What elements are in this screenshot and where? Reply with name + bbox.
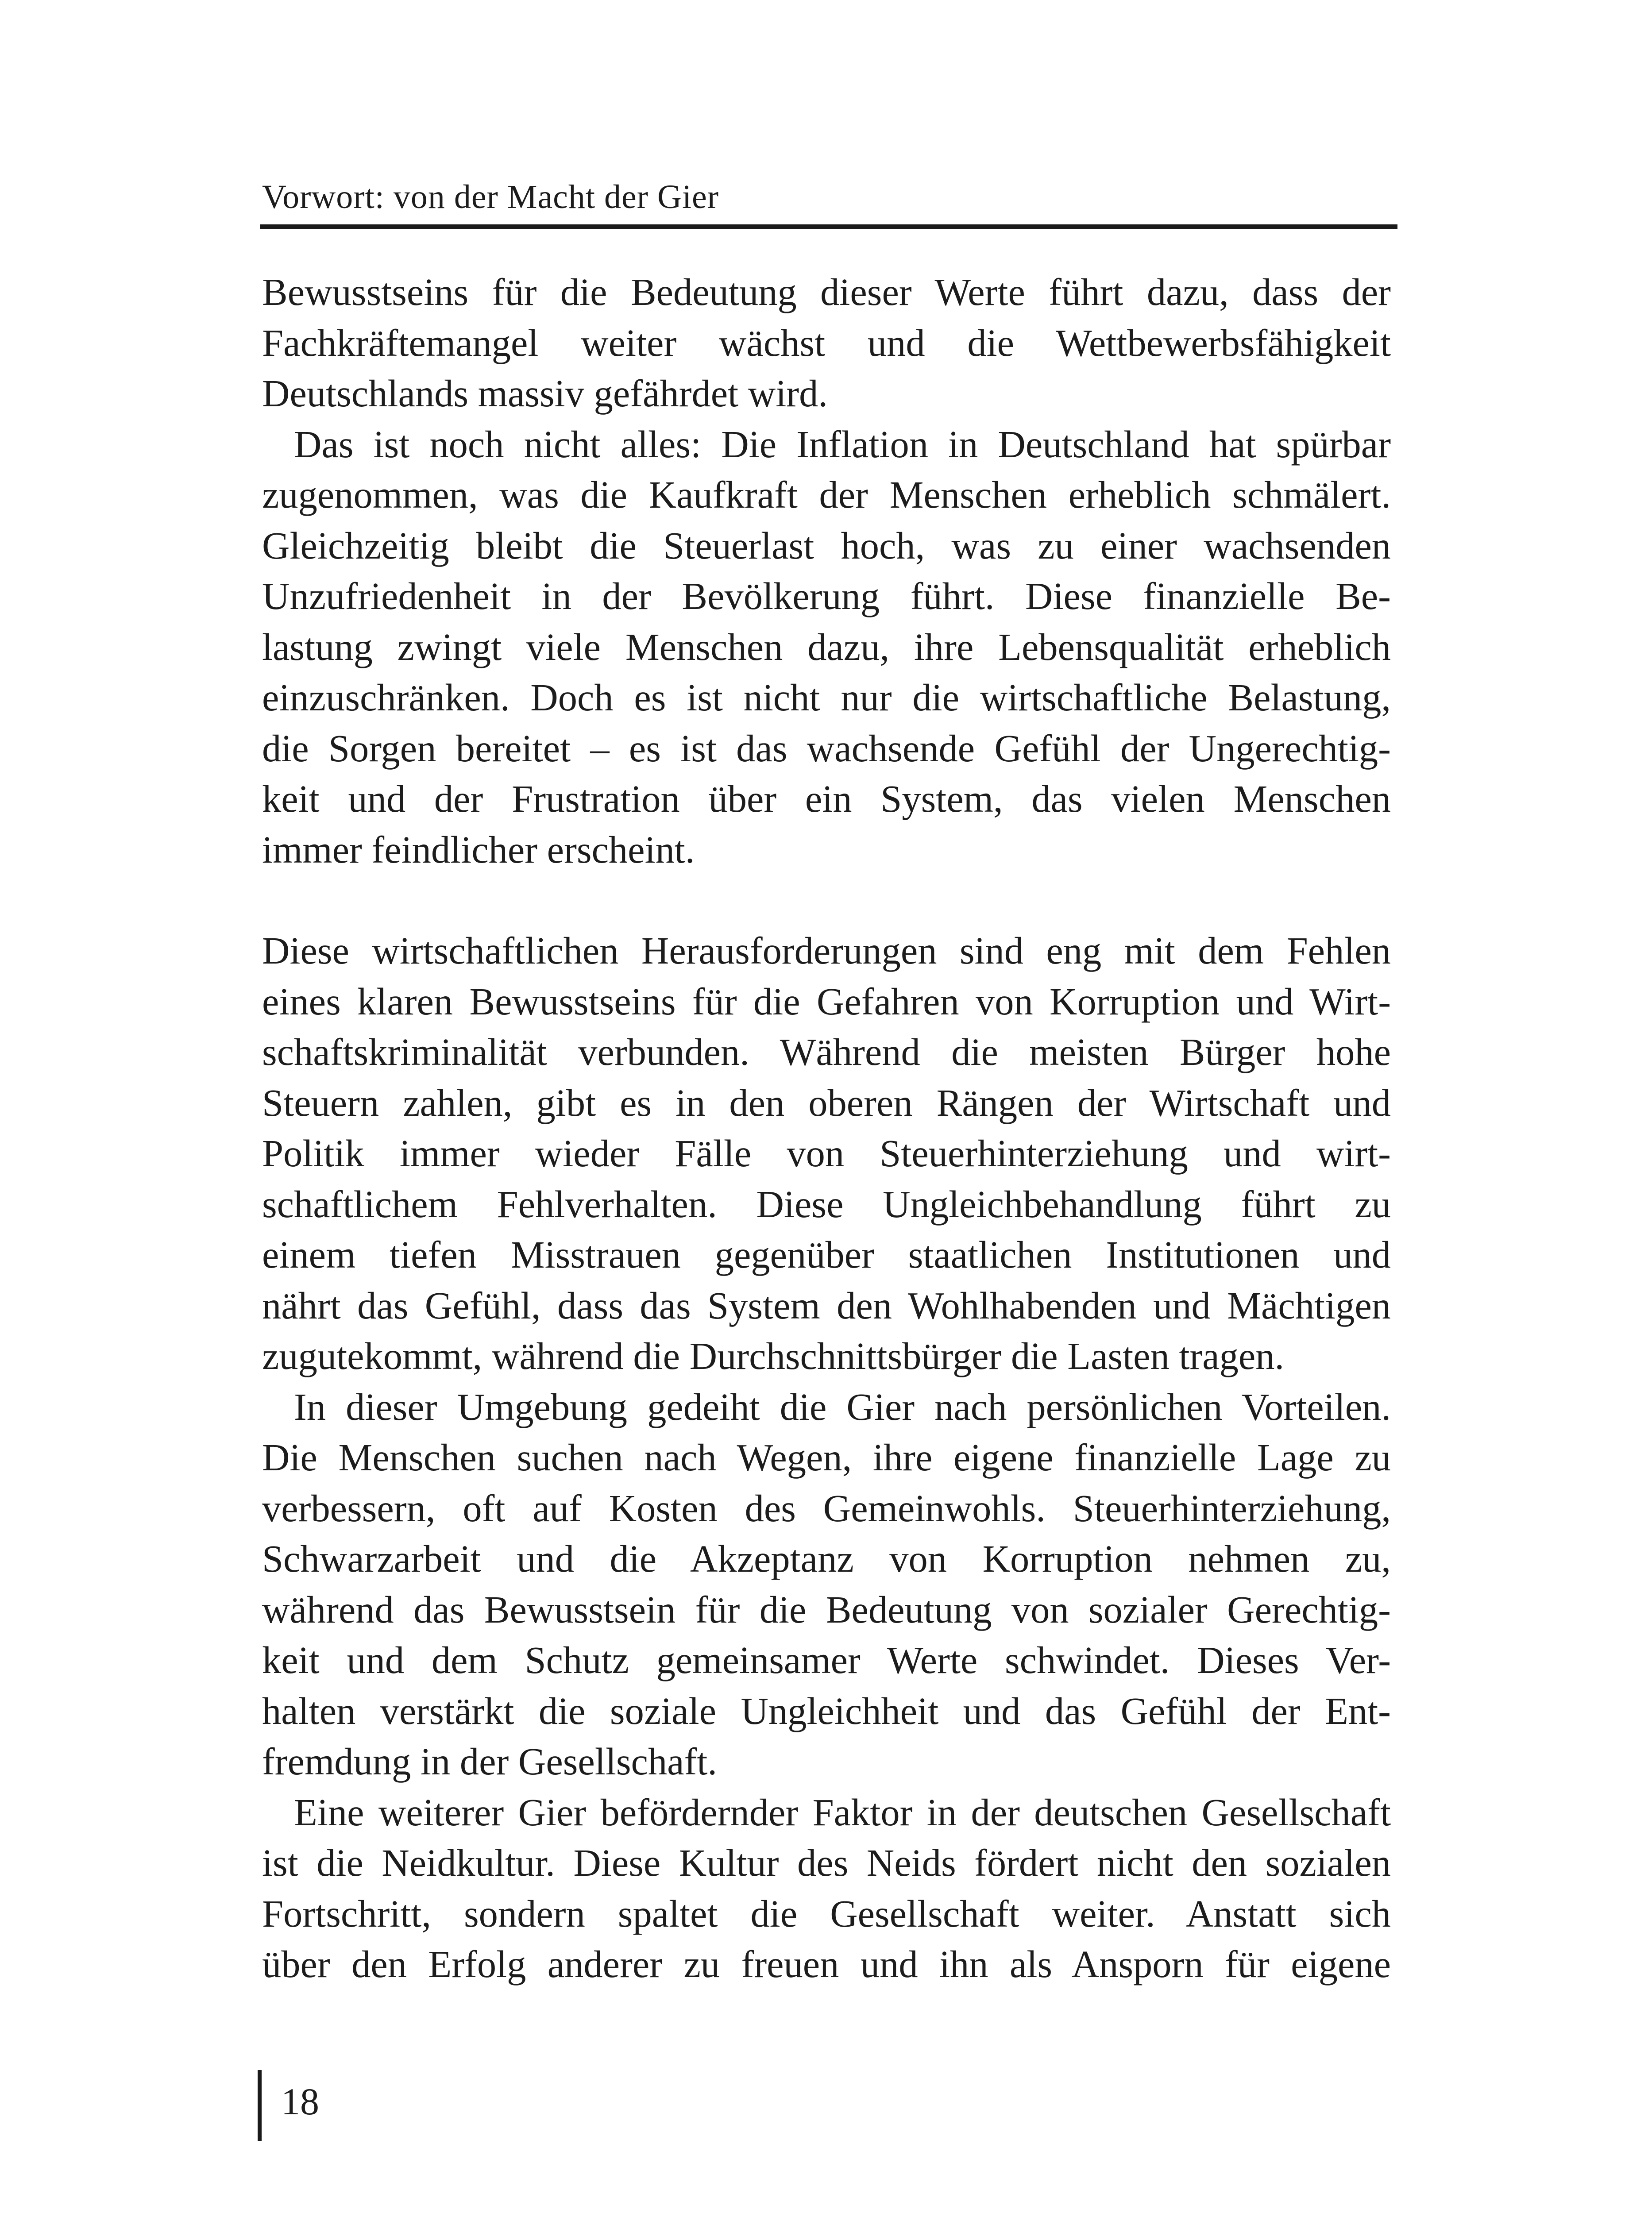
text-line: zugenommen, was die Kaufkraft der Menschen erheblich schmälert. — [262, 474, 1391, 516]
text-line: fremdung in der Gesellschaft. — [262, 1740, 718, 1783]
text-line: keit und der Frustration über ein System, das vielen Menschen — [262, 778, 1391, 820]
text-line: In dieser Umgebung gedeiht die Gier nach persönlichen Vorteilen. — [294, 1385, 1391, 1428]
text-line: Schwarzarbeit und die Akzeptanz von Korruption nehmen zu, — [262, 1538, 1391, 1580]
paragraph-4 — [262, 1382, 1391, 1787]
text-line: Die Menschen suchen nach Wegen, ihre eigene finanzielle Lage zu — [262, 1436, 1391, 1479]
text-line: während das Bewusstsein für die Bedeutung von sozialer Gerechtig- — [262, 1588, 1391, 1631]
text-line: über den Erfolg anderer zu freuen und ihn als Ansporn für eigene — [262, 1943, 1391, 1986]
text-line: ist die Neidkultur. Diese Kultur des Neids fördert nicht den sozialen — [262, 1842, 1391, 1884]
text-line: Steuern zahlen, gibt es in den oberen Rängen der Wirtschaft und — [262, 1081, 1391, 1124]
text-line: Unzufriedenheit in der Bevölkerung führt. Diese finanzielle Be- — [262, 575, 1391, 617]
text-line: Bewusstseins für die Bedeutung dieser Werte führt dazu, dass der — [262, 271, 1391, 313]
text-line: halten verstärkt die soziale Ungleichheit und das Gefühl der Ent- — [262, 1689, 1391, 1732]
text-line: einzuschränken. Doch es ist nicht nur die wirtschaftliche Belastung, — [262, 676, 1391, 719]
text-line: schaftlichem Fehlverhalten. Diese Ungleichbehandlung führt zu — [262, 1183, 1391, 1226]
text-line: eines klaren Bewusstseins für die Gefahren von Korruption und Wirt- — [262, 980, 1391, 1023]
header-divider — [260, 224, 1397, 229]
text-line: verbessern, oft auf Kosten des Gemeinwohls. Steuerhinterziehung, — [262, 1487, 1391, 1530]
running-header-title: Vorwort: von der Macht der Gier — [262, 178, 719, 216]
page-number: 18 — [281, 2080, 319, 2123]
text-line: schaftskriminalität verbunden. Während die meisten Bürger hohe — [262, 1031, 1391, 1073]
text-line: einem tiefen Misstrauen gegenüber staatlichen Institutionen und — [262, 1234, 1391, 1276]
text-line: Diese wirtschaftlichen Herausforderungen sind eng mit dem Fehlen — [262, 929, 1391, 972]
footer-marker-bar — [258, 2070, 262, 2141]
paragraph-1 — [262, 267, 1391, 419]
paragraph-5 — [262, 1787, 1391, 1990]
text-line: immer feindlicher erscheint. — [262, 828, 695, 871]
text-line: Deutschlands massiv gefährdet wird. — [262, 372, 828, 415]
text-line: zugutekommt, während die Durchschnittsbürger die Lasten tragen. — [262, 1335, 1285, 1377]
text-line: Politik immer wieder Fälle von Steuerhinterziehung und wirt- — [262, 1132, 1391, 1175]
text-line: keit und dem Schutz gemeinsamer Werte schwindet. Dieses Ver- — [262, 1639, 1391, 1681]
text-line: lastung zwingt viele Menschen dazu, ihre Lebensqualität erheblich — [262, 625, 1391, 668]
text-line: Eine weiterer Gier befördernder Faktor in der deutschen Gesellschaft — [294, 1791, 1391, 1834]
text-line: Fortschritt, sondern spaltet die Gesellschaft weiter. Anstatt sich — [262, 1892, 1391, 1935]
body-text — [262, 267, 1391, 1990]
text-line: Das ist noch nicht alles: Die Inflation in Deutschland hat spürbar — [294, 423, 1391, 466]
text-line: Fachkräftemangel weiter wächst und die Wettbewerbsfähigkeit — [262, 321, 1391, 364]
text-line: Gleichzeitig bleibt die Steuerlast hoch, was zu einer wachsenden — [262, 524, 1391, 567]
text-line: nährt das Gefühl, dass das System den Wohlhabenden und Mächtigen — [262, 1284, 1391, 1327]
text-line: die Sorgen bereitet – es ist das wachsende Gefühl der Ungerechtig- — [262, 727, 1391, 770]
paragraph-3 — [262, 925, 1391, 1382]
paragraph-2 — [262, 419, 1391, 875]
